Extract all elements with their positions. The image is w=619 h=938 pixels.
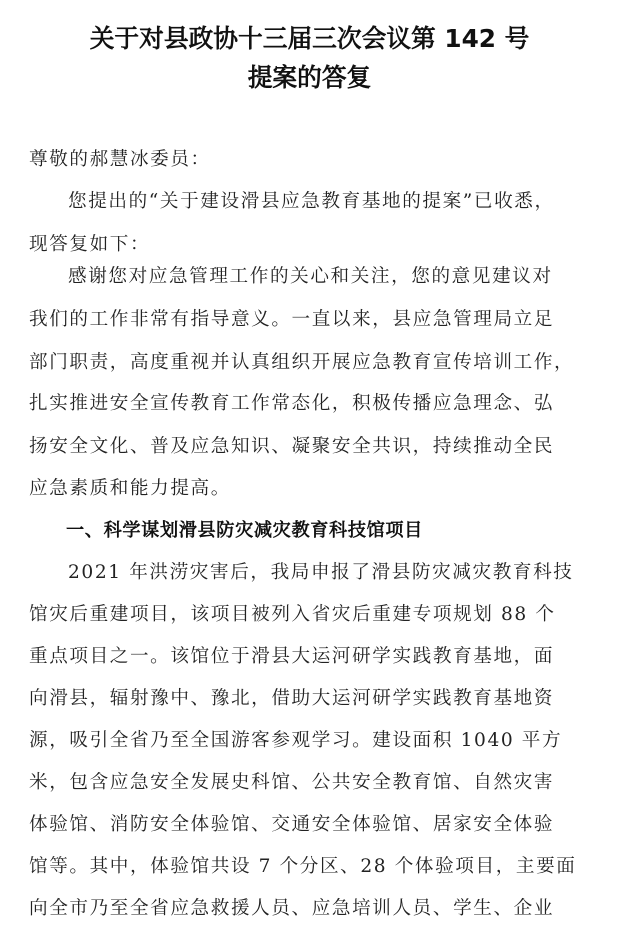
document-title-line-2: 提案的答复 [247,63,372,92]
paragraph-line: 重点项目之一。该馆位于滑县大运河研学实践教育基地，面 [29,646,555,667]
paragraph-line: 应急素质和能力提高。 [29,478,231,499]
paragraph-line: 感谢您对应急管理工作的关心和关注，您的意见建议对 [68,266,553,287]
paragraph-line: 源，吸引全省乃至全国游客参观学习。建设面积 1040 平方 [29,730,563,751]
paragraph-line: 体验馆、消防安全体验馆、交通安全体验馆、居家安全体验 [29,814,555,835]
paragraph-line: 向全市乃至全省应急救援人员、应急培训人员、学生、企业 [29,898,555,919]
paragraph-line: 我们的工作非常有指导意义。一直以来，县应急管理局立足 [29,309,555,330]
paragraph-line: 馆等。其中，体验馆共设 7 个分区、28 个体验项目，主要面 [29,856,577,877]
paragraph-line: 米，包含应急安全发展史科馆、公共安全教育馆、自然灾害 [29,772,555,793]
section-heading: 一、科学谋划滑县防灾减灾教育科技馆项目 [66,520,423,541]
paragraph-line: 馆灾后重建项目，该项目被列入省灾后重建专项规划 88 个 [29,604,556,625]
paragraph-line: 现答复如下： [29,234,151,255]
paragraph-line: 扬安全文化、普及应急知识、凝聚安全共识，持续推动全民 [29,436,555,457]
paragraph-line: 2021 年洪涝灾害后，我局申报了滑县防灾减灾教育科技 [68,562,574,583]
paragraph-line: 部门职责，高度重视并认真组织开展应急教育宣传培训工作， [29,352,575,373]
paragraph-line: 您提出的“关于建设滑县应急教育基地的提案”已收悉， [68,191,555,212]
paragraph-line: 扎实推进安全宣传教育工作常态化，积极传播应急理念、弘 [29,393,555,414]
paragraph-line: 向滑县，辐射豫中、豫北，借助大运河研学实践教育基地资 [29,688,555,709]
document-title-line-1: 关于对县政协十三届三次会议第 142 号 [89,24,530,53]
salutation: 尊敬的郝慧冰委员： [29,149,211,170]
